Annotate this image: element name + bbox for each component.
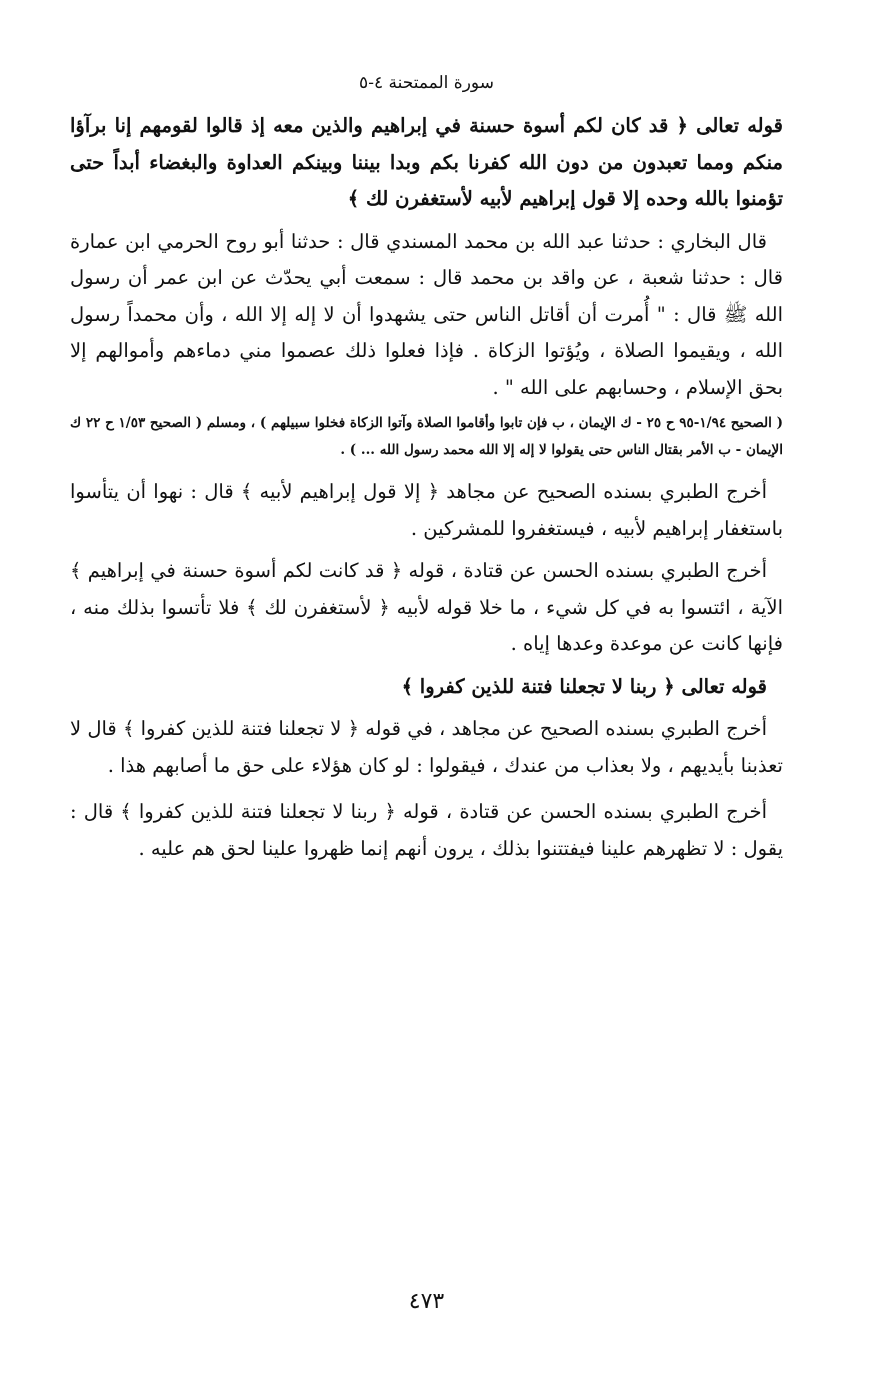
page-body bbox=[70, 108, 783, 867]
tabari-qatada-paragraph-1: أخرج الطبري بسنده الحسن عن قتادة ، قوله ﴿ قد كانت لكم أسوة حسنة في إبراهيم ﴾ الآية ، ائتسوا به في كل شيء ، ما خلا قوله لأبيه ﴿ لأستغفرن لك ﴾ فلا تأتسوا بذلك منه ، فإنها كانت عن موعدة وعدها إياه . bbox=[70, 559, 783, 655]
hadith-bukhari-paragraph: قال البخاري : حدثنا عبد الله بن محمد المسندي قال : حدثنا أبو روح الحرمي ابن عمارة قال : حدثنا شعبة ، عن واقد بن محمد قال : سمعت أبي يحدّث عن ابن عمر أن رسول الله ﷺ قال : " أُمرت أن أقاتل الناس حتى يشهدوا أن لا إله إلا الله ، وأن محمداً رسول الله ، ويقيموا الصلاة ، ويُؤتوا الزكاة . فإذا فعلوا ذلك عصموا مني دماءهم وأموالهم إلا بحق الإسلام ، وحسابهم على الله " . bbox=[70, 229, 783, 399]
tabari-qatada-paragraph-2: أخرج الطبري بسنده الحسن عن قتادة ، قوله ﴿ ربنا لا تجعلنا فتنة للذين كفروا ﴾ قال : يقول : لا تظهرهم علينا فيفتتنوا بذلك ، يرون أنهم إنما ظهروا علينا لحق هم عليه . bbox=[70, 800, 783, 860]
tabari-mujahid-paragraph-2: أخرج الطبري بسنده الصحيح عن مجاهد ، في قوله ﴿ لا تجعلنا فتنة للذين كفروا ﴾ قال لا تعذبنا بأيديهم ، ولا بعذاب من عندك ، فيقولوا : لو كان هؤلاء على حق ما أصابهم هذا . bbox=[70, 717, 783, 777]
tabari-mujahid-paragraph-1: أخرج الطبري بسنده الصحيح عن مجاهد ﴿ إلا قول إبراهيم لأبيه ﴾ قال : نهوا أن يتأسوا باستغفار إبراهيم لأبيه ، فيستغفروا للمشركين . bbox=[70, 480, 783, 540]
page-number: ٤٧٣ bbox=[408, 1289, 445, 1314]
running-head: سورة الممتحنة ٤-٥ bbox=[359, 73, 494, 93]
verse-heading-4: قوله تعالى ﴿ قد كان لكم أسوة حسنة في إبراهيم والذين معه إذ قالوا لقومهم إنا برآؤا منكم ومما تعبدون من دون الله كفرنا بكم وبدا بيننا وبينكم العداوة والبغضاء أبداً حتى تؤمنوا بالله وحده إلا قول إبراهيم لأبيه لأستغفرن لك ﴾ bbox=[70, 114, 783, 210]
spacer bbox=[70, 784, 783, 794]
hadith-reference-note: ( الصحيح ١/٩٤-٩٥ ح ٢٥ - ك الإيمان ، ب فإن تابوا وأقاموا الصلاة وآتوا الزكاة فخلوا سبيلهم ) ، ومسلم ( الصحيح ١/٥٣ ح ٢٢ ك الإيمان - ب الأمر بقتال الناس حتى يقولوا لا إله إلا الله محمد رسول الله ... ) . bbox=[70, 415, 783, 458]
verse-heading-5: قوله تعالى ﴿ ربنا لا تجعلنا فتنة للذين كفروا ﴾ bbox=[401, 674, 767, 698]
book-page bbox=[70, 0, 783, 1385]
